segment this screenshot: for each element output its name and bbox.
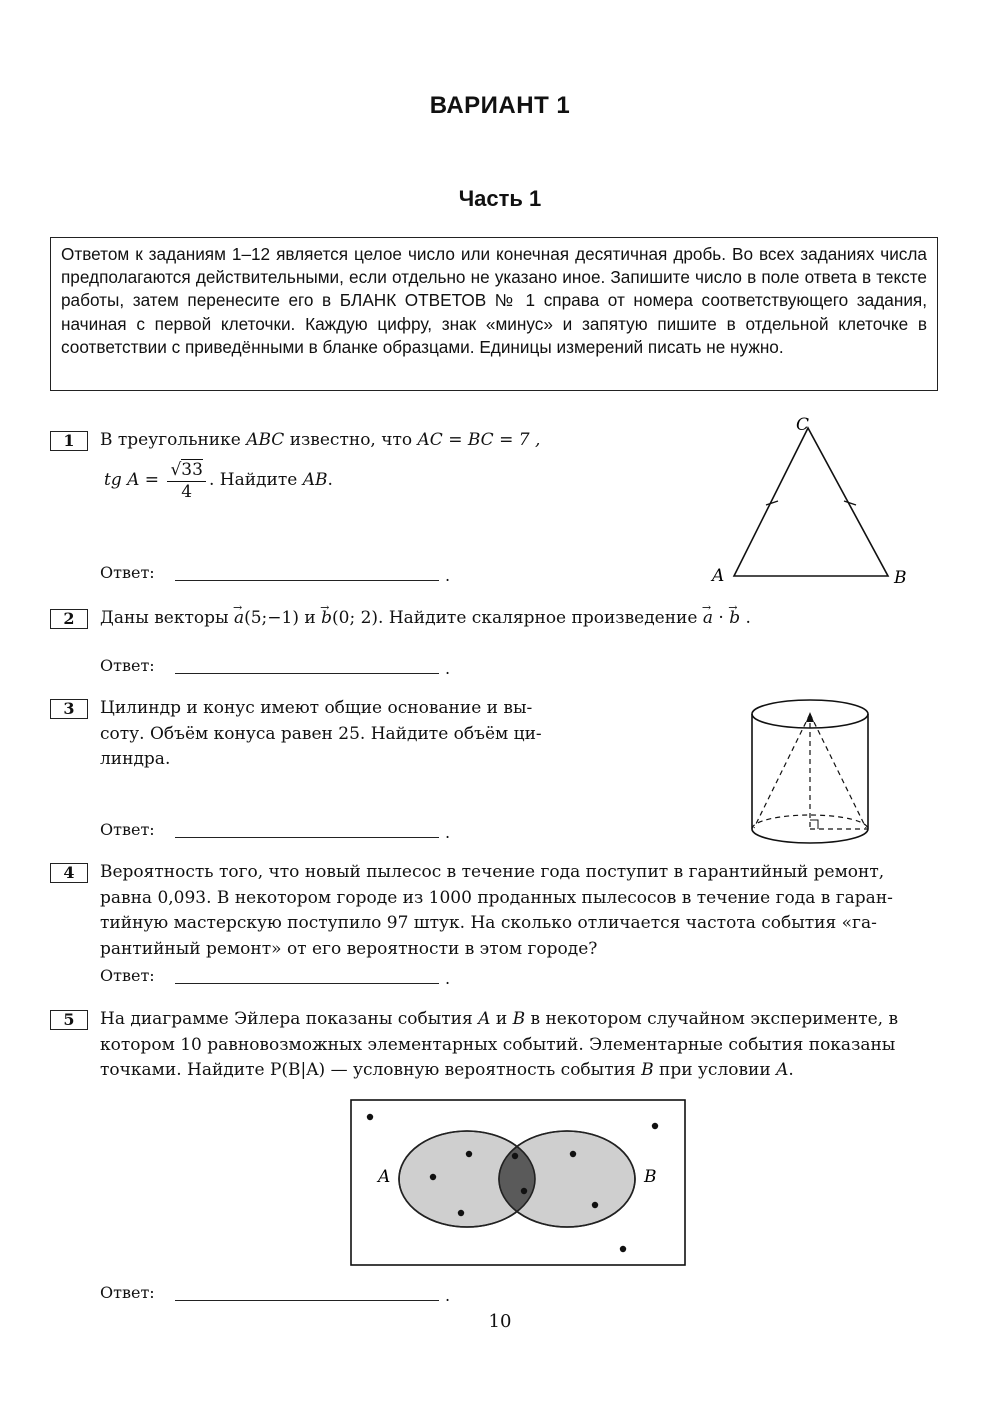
task-4-answer-dot: .	[445, 969, 451, 988]
task-1-text-line2: tg A = $\frac{√33}{4}$ . Найдите AB.	[104, 460, 333, 502]
task-5-answer-label: Ответ:	[100, 1283, 155, 1302]
task-1-tg: tg A =	[104, 470, 160, 490]
triangle-shape	[734, 428, 888, 576]
task-number-2: 2	[50, 609, 88, 629]
task-1-answer-label: Ответ:	[100, 563, 155, 582]
task-2-text: Даны векторы → a(5;−1) и → b(0; 2). Найдите скалярное произведение → a · → b .	[100, 606, 920, 632]
task-5-line-2: котором 10 равновозможных элементарных событий. Элементарные события показаны	[100, 1034, 896, 1055]
task-number-4: 4	[50, 863, 88, 883]
triangle-figure	[700, 410, 920, 590]
task-2-answer-dot: .	[445, 659, 451, 678]
vector-b-coords: (0; 2).	[332, 608, 384, 628]
task-1-text-c: . Найдите	[208, 470, 298, 490]
task-3-answer-label: Ответ:	[100, 820, 155, 839]
conditional-probability: P(B|A)	[269, 1060, 326, 1080]
task-4-line-3: тийную мастерскую поступило 97 штук. На сколько отличается частота события «га-	[100, 913, 877, 933]
vertex-label-a: A	[712, 566, 725, 586]
euler-label-a: A	[378, 1167, 391, 1187]
task-5-line-1: На диаграмме Эйлера показаны события A и B в некотором случайном эксперименте, в	[100, 1009, 899, 1029]
task-1-text-line1	[100, 428, 580, 454]
task-1-text-b: известно, что	[289, 430, 413, 450]
vertex-label-c: C	[796, 415, 810, 435]
task-1-fraction	[167, 459, 205, 502]
task-1-equation: AC = BC = 7 ,	[417, 430, 541, 450]
elementary-event-dot	[512, 1153, 518, 1159]
elementary-event-dot	[458, 1210, 464, 1216]
part-title: Часть 1	[458, 186, 542, 211]
vector-b-product: → b	[729, 608, 740, 628]
euler-label-b: B	[644, 1167, 657, 1187]
vector-a-product: → a	[703, 608, 713, 628]
task-3-line-2: соту. Объём конуса равен 25. Найдите объём ци-	[100, 723, 542, 744]
elementary-event-dot	[521, 1188, 527, 1194]
task-5-answer-dot: .	[445, 1286, 451, 1305]
task-4-line-4: рантийный ремонт» от его вероятности в этом городе?	[100, 938, 598, 959]
page-number: 10	[488, 1311, 512, 1332]
task-number-1: 1	[50, 431, 88, 451]
vertex-label-b: B	[894, 568, 907, 588]
cone-right-edge	[810, 714, 866, 828]
task-5-text	[100, 1007, 938, 1084]
task-5-answer-field[interactable]	[175, 1300, 439, 1301]
apex-marker	[806, 712, 814, 722]
task-4-answer-label: Ответ:	[100, 966, 155, 985]
elementary-event-dot	[620, 1246, 626, 1252]
elementary-event-dot	[592, 1202, 598, 1208]
task-4-text	[100, 860, 938, 962]
task-1-denominator: 4	[181, 482, 193, 502]
cone-left-edge	[754, 714, 810, 828]
task-2-text-b: Найдите скалярное произведение	[388, 608, 698, 628]
variant-title: ВАРИАНТ 1	[429, 92, 571, 119]
task-4-line-1: Вероятность того, что новый пылесос в течение года поступит в гарантийный ремонт,	[100, 862, 885, 882]
task-3-line-1: Цилиндр и конус имеют общие основание и вы-	[100, 698, 533, 718]
instructions-box: Ответом к заданиям 1–12 является целое число или конечная десятичная дробь. Во всех заданиях числа предполагаются действительными, если отдельно не указано иное. Запишите число в поле ответа в тексте работы, затем перенесите его в БЛАНК ОТВЕТОВ № 1 справа от номера соответствующего задания, начиная с первой клеточки. Каждую цифру, знак «минус» и запятую пишите в отдельной клеточке в соответствии с приведёнными в бланке образцами. Единицы измерений писать не нужно.	[50, 237, 938, 391]
task-3-answer-dot: .	[445, 823, 451, 842]
vector-a-coords: (5;−1)	[244, 608, 299, 628]
vector-b: → b	[321, 608, 332, 628]
task-4-line-2: равна 0,093. В некотором городе из 1000 проданных пылесосов в течение года в гаран-	[100, 887, 893, 908]
task-1-answer-field[interactable]	[175, 580, 439, 581]
task-2-answer-label: Ответ:	[100, 656, 155, 675]
elementary-event-dot	[367, 1114, 373, 1120]
task-2-text-a: Даны векторы	[100, 608, 229, 628]
task-2-answer-field[interactable]	[175, 673, 439, 674]
task-3-answer-field[interactable]	[175, 837, 439, 838]
cylinder-cone-figure	[740, 692, 880, 852]
task-1-triangle-name: ABC	[246, 430, 285, 450]
task-4-answer-field[interactable]	[175, 983, 439, 984]
task-1-numerator: √33	[167, 459, 205, 482]
euler-diagram	[349, 1098, 689, 1268]
task-3-line-3: линдра.	[100, 749, 171, 769]
vector-a: → a	[234, 608, 244, 628]
right-angle-mark	[810, 820, 818, 829]
task-1-text-a: В треугольнике	[100, 430, 241, 450]
task-number-5: 5	[50, 1010, 88, 1030]
elementary-event-dot	[570, 1151, 576, 1157]
elementary-event-dot	[466, 1151, 472, 1157]
task-3-text	[100, 696, 570, 773]
task-5-line-3: точками. Найдите P(B|A) — условную вероятность события B при условии A.	[100, 1060, 794, 1080]
elementary-event-dot	[430, 1174, 436, 1180]
elementary-event-dot	[652, 1123, 658, 1129]
cylinder-bottom-front	[752, 829, 868, 843]
task-1-answer-dot: .	[445, 566, 451, 585]
task-number-3: 3	[50, 699, 88, 719]
task-1-ab: AB	[302, 470, 328, 490]
